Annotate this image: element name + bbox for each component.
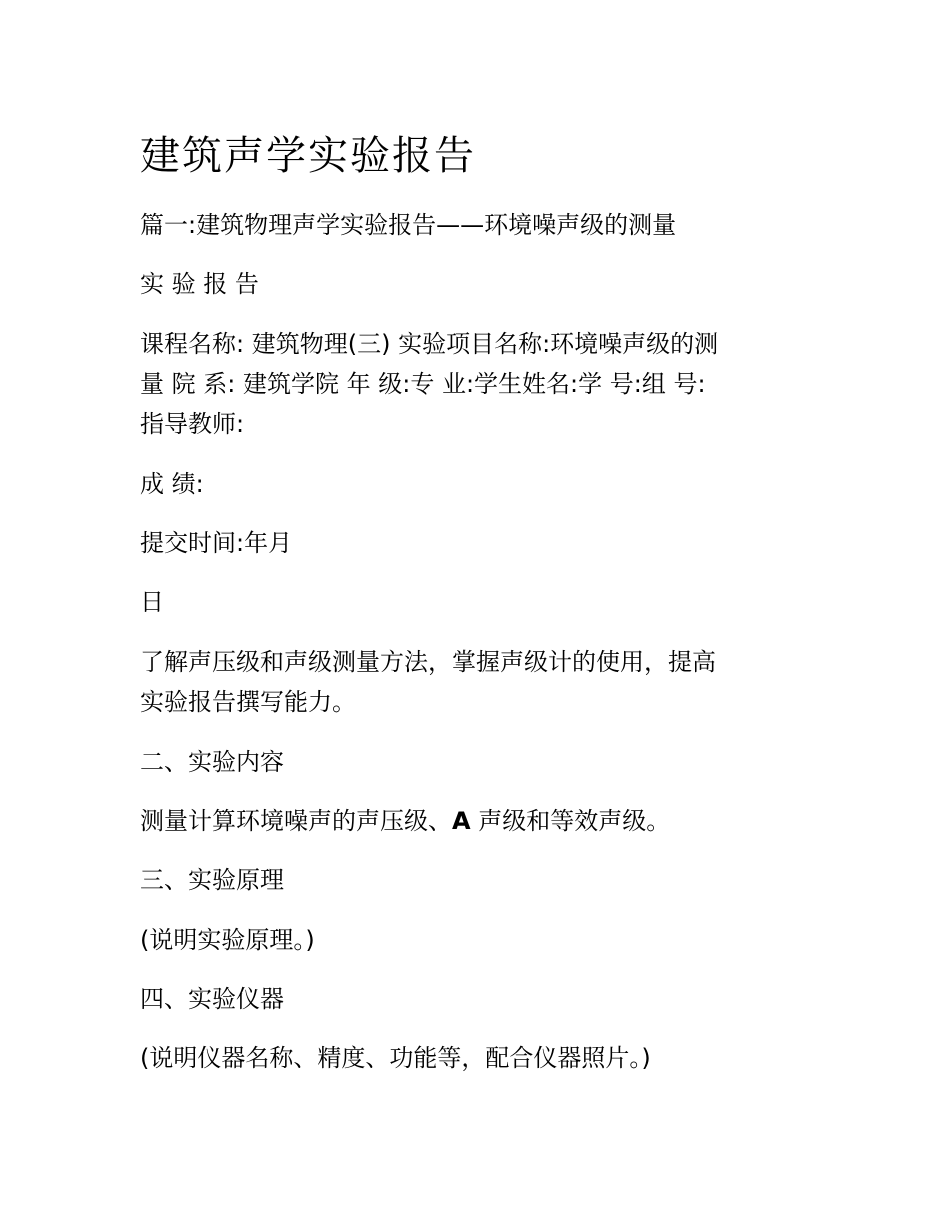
purpose-paragraph	[140, 642, 800, 722]
submit-day-field: 日	[140, 588, 164, 616]
section-instrument-heading: 四、实验仪器	[140, 985, 284, 1013]
submit-time-field: 提交时间:年月	[140, 529, 293, 557]
instrument-paragraph: (说明仪器名称、精度、功能等，配合仪器照片。)	[140, 1044, 651, 1072]
grade-field: 成 绩:	[140, 470, 204, 498]
content-text-pre: 测量计算环境噪声的声压级、	[140, 807, 452, 835]
course-info-line: 指导教师:	[140, 410, 245, 438]
document-subtitle: 篇一:建筑物理声学实验报告——环境噪声级的测量	[140, 211, 677, 239]
purpose-line: 了解声压级和声级测量方法，掌握声级计的使用，提高	[140, 648, 716, 676]
course-info-line: 课程名称: 建筑物理(三) 实验项目名称:环境噪声级的测	[140, 330, 719, 358]
purpose-line: 实验报告撰写能力。	[140, 688, 356, 716]
report-heading: 实 验 报 告	[140, 270, 259, 298]
course-info-line: 量 院 系: 建筑学院 年 级:专 业:学生姓名:学 号:组 号:	[140, 370, 706, 398]
section-content-heading: 二、实验内容	[140, 748, 284, 776]
content-text-post: 声级和等效声级。	[470, 807, 671, 835]
section-principle-heading: 三、实验原理	[140, 866, 284, 894]
document-title: 建筑声学实验报告	[140, 133, 476, 179]
content-text-bold: A	[452, 807, 471, 835]
content-paragraph	[140, 801, 670, 841]
principle-paragraph: (说明实验原理。)	[140, 926, 315, 954]
course-info-block	[140, 324, 800, 444]
